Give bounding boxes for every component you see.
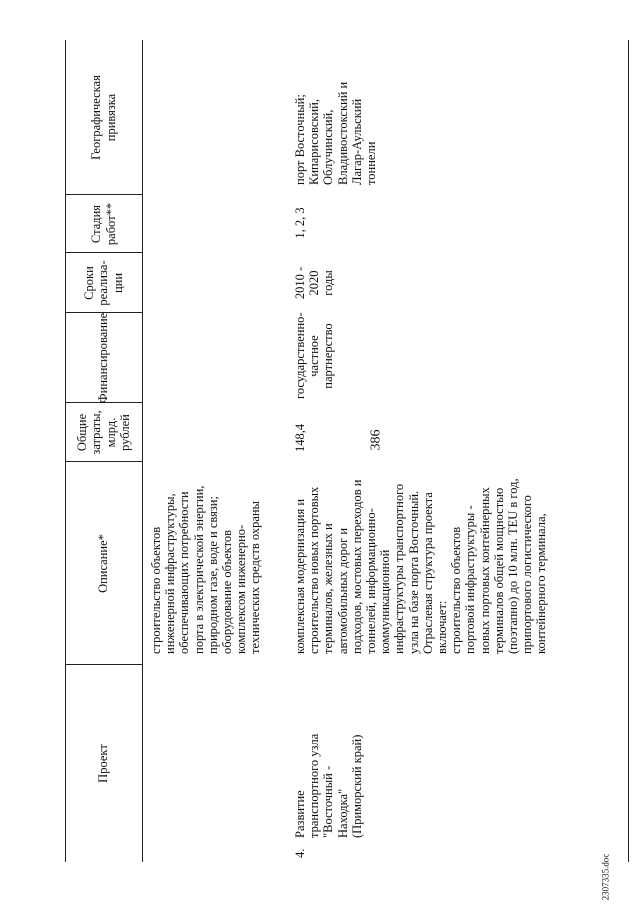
- text-line: новых портовых контейнерных: [477, 487, 492, 654]
- text-line: автомобильных дорог и: [335, 527, 350, 654]
- header-period: [65, 253, 142, 313]
- text-line: порт Восточный;: [293, 94, 307, 185]
- text-line: "Восточный -: [321, 765, 336, 838]
- text-line: терминалов общей мощностью: [491, 487, 506, 654]
- header-cost-line: Общие: [75, 413, 90, 452]
- row-stage: 1, 2, 3: [293, 207, 307, 239]
- text-line: подходов, мостовых переходов и: [349, 479, 364, 654]
- text-line: партнерство: [321, 323, 336, 389]
- text-line: терминалов, железных и: [321, 523, 336, 654]
- footer-document-code: 2307335.doc: [600, 853, 611, 901]
- header-stage-line: работ**: [103, 202, 118, 246]
- text-line: тоннелей, информационно-: [364, 508, 379, 654]
- text-line: транспортного узла: [307, 733, 322, 838]
- header-cost: [65, 403, 142, 462]
- text-line: комплексом инженерно-: [234, 524, 249, 654]
- header-geo-line: привязка: [103, 93, 118, 142]
- text-line: припортового логистического: [520, 495, 535, 654]
- text-line: (поэтапно) до 10 млн. TEU в год,: [506, 478, 521, 654]
- text-line: инженерной инфраструктуры,: [163, 493, 178, 654]
- header-period-line: реализа-: [96, 260, 111, 306]
- header-financing: [65, 313, 142, 403]
- header-stage-line: Стадия: [89, 204, 104, 244]
- text-line: тоннели: [364, 141, 379, 185]
- page-number: 386: [368, 429, 384, 451]
- header-period-line: Сроки: [82, 266, 97, 300]
- row-number: 4.: [293, 848, 307, 858]
- row-description: [293, 458, 549, 654]
- table-line: [142, 40, 143, 862]
- text-line: природном газе, воде и связи;: [205, 496, 220, 654]
- text-line: инфраструктуры транспортного: [392, 483, 407, 654]
- text-line: Находка": [335, 788, 350, 838]
- text-line: включает:: [435, 600, 450, 654]
- text-line: портовой инфраструктуры -: [463, 505, 478, 654]
- text-line: обеспечивающих потребности: [177, 491, 192, 654]
- header-description: [65, 462, 142, 665]
- header-project: [65, 665, 142, 862]
- text-line: строительство объектов: [449, 526, 464, 654]
- text-line: коммуникационной: [378, 549, 393, 654]
- header-cost-line: рублей: [117, 414, 132, 451]
- continuation-description: [149, 458, 263, 654]
- text-line: частное: [307, 335, 322, 377]
- text-line: технических средств охраны: [248, 501, 263, 654]
- text-line: строительство объектов: [149, 526, 163, 654]
- text-line: Отраслевая структура проекта: [420, 492, 435, 654]
- row-project: [293, 666, 364, 838]
- text-line: государственно-: [293, 312, 307, 399]
- row-geo: [293, 41, 378, 185]
- data-table: [65, 40, 629, 862]
- row-financing: [293, 313, 336, 399]
- header-cost-line: затраты,: [89, 410, 104, 455]
- header-description-label: Описание*: [96, 534, 111, 593]
- header-project-label: Проект: [96, 744, 111, 783]
- text-line: строительство новых портовых: [307, 486, 322, 654]
- text-line: Облучинский,: [321, 109, 336, 185]
- text-line: 2020: [307, 270, 322, 296]
- table-line: [628, 40, 629, 862]
- header-cost-line: млрд.: [103, 417, 118, 448]
- row-period: [293, 257, 336, 309]
- row-cost: 148,4: [293, 423, 307, 452]
- header-financing-label: Финансирование: [96, 312, 111, 404]
- text-line: контейнерного терминала,: [534, 513, 549, 654]
- text-line: (Приморский край): [349, 734, 364, 838]
- header-stage: [65, 195, 142, 253]
- text-line: 2010 -: [293, 266, 307, 300]
- text-line: оборудование объектов: [220, 529, 235, 654]
- text-line: порта в электрической энергии,: [191, 485, 206, 654]
- text-line: узла на базе порта Восточный.: [406, 490, 421, 654]
- header-period-line: ции: [110, 272, 125, 294]
- text-line: Развитие: [293, 790, 307, 838]
- text-line: годы: [321, 270, 336, 296]
- text-line: комплексная модернизация и: [293, 498, 307, 654]
- text-line: Кипарисовский,: [307, 99, 322, 185]
- text-line: Владивостокский и: [335, 81, 350, 185]
- header-geo: [65, 40, 142, 195]
- text-line: Лагар-Аульский: [349, 98, 364, 185]
- header-geo-line: Географическая: [89, 75, 104, 160]
